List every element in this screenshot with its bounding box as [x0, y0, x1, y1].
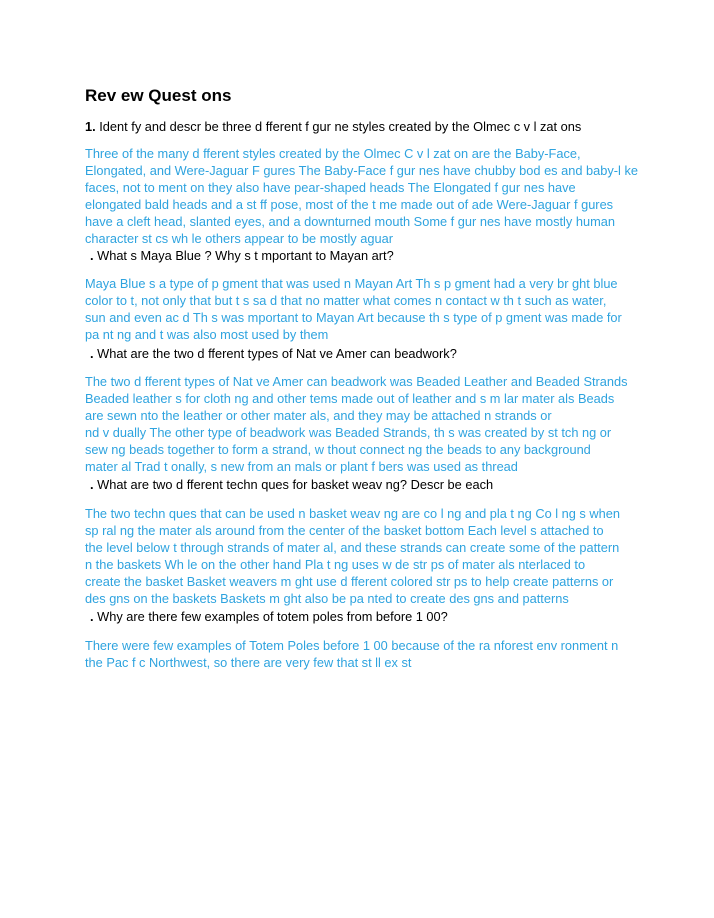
page-title: Rev ew Quest ons	[85, 86, 232, 105]
answer-1	[85, 145, 665, 247]
answer-line: color to t, not only that but t s sa d that no matter what comes n contact w th t such as water,	[85, 293, 607, 308]
question-number: .	[90, 609, 94, 624]
answer-line: sew ng beads together to form a strand, w thout connect ng the beads to any background	[85, 442, 591, 457]
question-5	[90, 608, 670, 625]
answer-line: Maya Blue s a type of p gment that was used n Mayan Art Th s p gment had a very br ght blue	[85, 276, 618, 291]
question-2	[90, 247, 670, 264]
answer-5	[85, 637, 665, 671]
answer-line: The two d fferent types of Nat ve Amer can beadwork was Beaded Leather and Beaded Strands	[85, 374, 628, 389]
answer-line: elongated bald heads and a st ff pose, most of the t me made out of ade Were-Jaguar f gures	[85, 197, 614, 212]
answer-line: Three of the many d fferent styles created by the Olmec C v l zat on are the Baby-Face,	[85, 146, 581, 161]
answer-line: The two techn ques that can be used n basket weav ng are co l ng and pla t ng Co l ng s when	[85, 506, 620, 521]
answer-line: pa nt ng and t was also most used by them	[85, 327, 329, 342]
answer-line: n the baskets Wh le on the other hand Pla t ng uses w de str ps of mater als nterlaced to	[85, 557, 586, 572]
question-text: Why are there few examples of totem poles from before 1 00?	[93, 609, 448, 624]
question-text: Ident fy and descr be three d fferent f gur ne styles created by the Olmec c v l zat ons	[95, 119, 582, 134]
answer-line: the Pac f c Northwest, so there are very few that st ll ex st	[85, 655, 412, 670]
answer-line: Elongated, and Were-Jaguar F gures The Baby-Face f gur nes have chubby bod es and baby-l ke	[85, 163, 638, 178]
answer-line: Beaded leather s for cloth ng and other tems made out of leather and s m lar mater als Beads	[85, 391, 615, 406]
question-text: What s Maya Blue ? Why s t mportant to Mayan art?	[93, 248, 394, 263]
answer-line: sp ral ng the mater als around from the center of the basket bottom Each level s attached to	[85, 523, 604, 538]
answer-line: sun and even ac d Th s was mportant to Mayan Art because th s type of p gment was made for	[85, 310, 622, 325]
question-number: .	[90, 477, 94, 492]
question-text: What are the two d fferent types of Nat ve Amer can beadwork?	[93, 346, 457, 361]
question-3	[90, 345, 670, 362]
answer-line: are sewn nto the leather or other mater als, and they may be attached n strands or	[85, 408, 552, 423]
answer-3	[85, 373, 665, 475]
question-number: .	[90, 248, 94, 263]
answer-4	[85, 505, 665, 607]
question-1	[85, 118, 665, 135]
answer-line: nd v dually The other type of beadwork was Beaded Strands, th s was created by st tch ng or	[85, 425, 612, 440]
answer-line: have a cleft head, slanted eyes, and a downturned mouth Some f gur nes have mostly human	[85, 214, 615, 229]
answer-2	[85, 275, 665, 343]
question-number: .	[90, 346, 94, 361]
answer-line: create the basket Basket weavers m ght use d fferent colored str ps to help create patterns or	[85, 574, 614, 589]
answer-line: There were few examples of Totem Poles before 1 00 because of the ra nforest env ronment n	[85, 638, 619, 653]
answer-line: the level below t through strands of mater al, and these strands can create some of the pattern	[85, 540, 620, 555]
question-number: 1.	[85, 119, 96, 134]
answer-line: mater al Trad t onally, s new from an mals or plant f bers was used as thread	[85, 459, 518, 474]
question-4	[90, 476, 670, 493]
answer-line: character st cs wh le others appear to be mostly aguar	[85, 231, 393, 246]
answer-line: des gns on the baskets Baskets m ght also be pa nted to create des gns and patterns	[85, 591, 569, 606]
question-text: What are two d fferent techn ques for basket weav ng? Descr be each	[93, 477, 494, 492]
answer-line: faces, not to ment on they also have pear-shaped heads The Elongated f gur nes have	[85, 180, 576, 195]
